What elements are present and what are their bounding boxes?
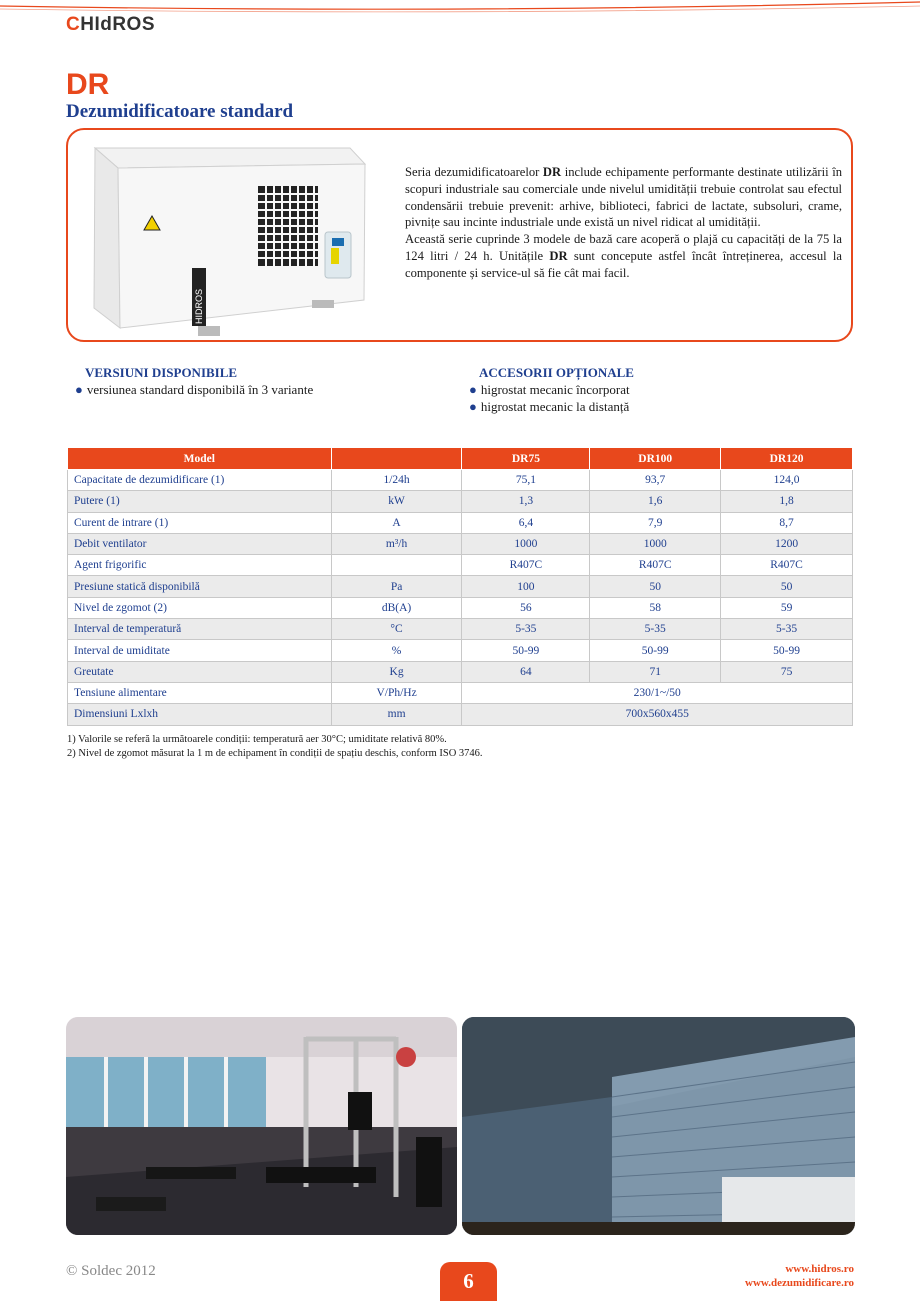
brand-logo: CHIdROS <box>66 14 156 35</box>
table-cell: 50-99 <box>590 640 721 661</box>
table-cell: 1200 <box>721 533 853 554</box>
versions-item: ● versiunea standard disponibilă în 3 variante <box>75 382 314 397</box>
table-row <box>68 619 853 640</box>
table-cell: 50-99 <box>721 640 853 661</box>
table-cell: 1,8 <box>721 491 853 512</box>
table-cell: 75 <box>721 661 853 682</box>
gym-photo <box>66 1017 457 1235</box>
table-cell: 100 <box>462 576 590 597</box>
table-cell: 56 <box>462 597 590 618</box>
table-cell: 1000 <box>590 533 721 554</box>
table-cell: Pa <box>331 576 462 597</box>
table-cell: 5-35 <box>462 619 590 640</box>
table-cell: °C <box>331 619 462 640</box>
col-header <box>331 448 462 470</box>
col-header: DR100 <box>590 448 721 470</box>
intro-text: Seria dezumidificatoarelor DR include echipamente performante destinate utilizării în scopuri industriale sau comerciale unde nivelul umidității trebuie controlat sau efectul condensării trebuie prevenit: arhive, biblioteci, fabrici de lactate, subsoluri, crame, pivnițe sau incinte industriale unde există un nivel ridicat al umidității. Această serie cuprinde 3 modele de bază care acoperă o plajă cu capacități de la 75 la 124 litri / 24 h. Unitățile DR sunt concepute astfel încât întreținerea, accesul la componente și service-ul să fie cât mai facil. <box>405 165 842 280</box>
table-cell: 93,7 <box>590 470 721 491</box>
table-cell: 75,1 <box>462 470 590 491</box>
table-row <box>68 640 853 661</box>
table-cell: Greutate <box>68 661 332 682</box>
table-row <box>68 491 853 512</box>
table-cell: Kg <box>331 661 462 682</box>
table-cell <box>331 555 462 576</box>
table-cell: Interval de umiditate <box>68 640 332 661</box>
versions-heading: VERSIUNI DISPONIBILE <box>85 365 238 380</box>
table-cell: Debit ventilator <box>68 533 332 554</box>
table-cell: 59 <box>721 597 853 618</box>
footnote: 2) Nivel de zgomot măsurat la 1 m de echipament în condiții de spațiu deschis, conform ISO 3746. <box>67 748 483 759</box>
accessories-heading: ACCESORII OPȚIONALE <box>479 365 634 380</box>
table-cell: Curent de intrare (1) <box>68 512 332 533</box>
table-cell: 50-99 <box>462 640 590 661</box>
top-decoration <box>0 0 920 14</box>
col-header: DR75 <box>462 448 590 470</box>
website-link[interactable]: www.dezumidificare.ro <box>745 1277 854 1289</box>
table-cell: dB(A) <box>331 597 462 618</box>
table-cell: 6,4 <box>462 512 590 533</box>
table-cell: R407C <box>462 555 590 576</box>
table-cell: % <box>331 640 462 661</box>
table-row <box>68 555 853 576</box>
table-cell: 124,0 <box>721 470 853 491</box>
table-cell: 7,9 <box>590 512 721 533</box>
dehumidifier-image <box>80 140 370 336</box>
table-cell: Dimensiuni Lxlxh <box>68 704 332 725</box>
table-cell: 50 <box>590 576 721 597</box>
table-cell: 71 <box>590 661 721 682</box>
table-cell: 1,6 <box>590 491 721 512</box>
table-cell: R407C <box>590 555 721 576</box>
table-cell: Putere (1) <box>68 491 332 512</box>
table-cell: 1000 <box>462 533 590 554</box>
table-cell: Capacitate de dezumidificare (1) <box>68 470 332 491</box>
table-cell: 1,3 <box>462 491 590 512</box>
table-cell: Nivel de zgomot (2) <box>68 597 332 618</box>
table-cell: A <box>331 512 462 533</box>
warehouse-photo <box>462 1017 855 1235</box>
col-header: Model <box>68 448 332 470</box>
col-header: DR120 <box>721 448 853 470</box>
table-cell: 700x560x455 <box>462 704 853 725</box>
table-cell: mm <box>331 704 462 725</box>
table-cell: R407C <box>721 555 853 576</box>
table-cell: Interval de temperatură <box>68 619 332 640</box>
table-cell: 230/1~/50 <box>462 682 853 703</box>
website-link[interactable]: www.hidros.ro <box>785 1263 854 1275</box>
table-row <box>68 682 853 703</box>
page-title: DR <box>66 68 110 101</box>
page-number: 6 <box>440 1262 497 1301</box>
accessories-item: ● higrostat mecanic la distanță <box>469 399 630 414</box>
intro-box <box>66 128 853 342</box>
table-row <box>68 704 853 725</box>
table-cell: 5-35 <box>721 619 853 640</box>
bullet-icon: ● <box>469 399 477 414</box>
spec-table <box>67 447 853 726</box>
table-cell: 64 <box>462 661 590 682</box>
accessories-item: ● higrostat mecanic încorporat <box>469 382 630 397</box>
table-cell: 58 <box>590 597 721 618</box>
table-cell: V/Ph/Hz <box>331 682 462 703</box>
table-row <box>68 533 853 554</box>
table-cell: 1/24h <box>331 470 462 491</box>
copyright: © Soldec 2012 <box>66 1263 156 1279</box>
table-row <box>68 512 853 533</box>
table-cell: 8,7 <box>721 512 853 533</box>
page-subtitle: Dezumidificatoare standard <box>66 101 294 122</box>
table-cell: 5-35 <box>590 619 721 640</box>
table-cell: Agent frigorific <box>68 555 332 576</box>
table-cell: kW <box>331 491 462 512</box>
bullet-icon: ● <box>75 382 83 397</box>
bullet-icon: ● <box>469 382 477 397</box>
svg-text:HIDROS: HIDROS <box>194 288 204 324</box>
table-cell: 50 <box>721 576 853 597</box>
table-row <box>68 597 853 618</box>
table-header-row <box>68 448 853 470</box>
footnote: 1) Valorile se referă la următoarele condiții: temperatură aer 30°C; umiditate relativă 80%. <box>67 734 447 745</box>
table-row <box>68 576 853 597</box>
footnotes <box>67 733 483 761</box>
table-cell: Tensiune alimentare <box>68 682 332 703</box>
table-row <box>68 470 853 491</box>
table-cell: Presiune statică disponibilă <box>68 576 332 597</box>
table-row <box>68 661 853 682</box>
grille-icon <box>258 186 318 266</box>
table-cell: m³/h <box>331 533 462 554</box>
footer-links <box>745 1262 854 1290</box>
